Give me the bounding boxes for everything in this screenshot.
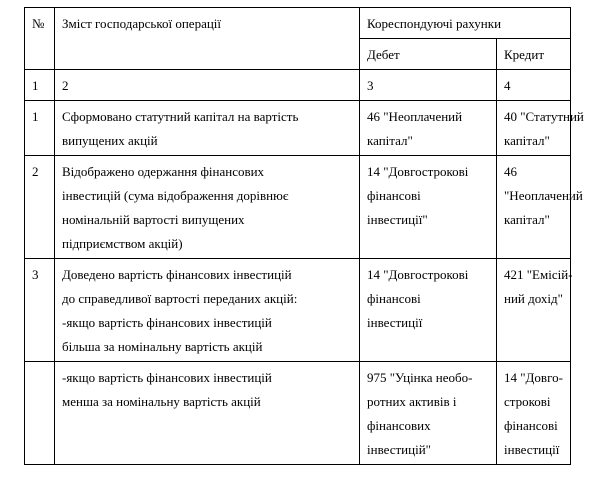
cell-text-line: інвестицій" [367,442,431,457]
column-number-3: 3 [360,70,497,101]
table-body [25,101,584,465]
cell-text-line: 975 "Уцінка необо- [367,370,473,385]
header-number: № [25,8,55,70]
cell-text-line: 40 "Статутний [504,109,584,124]
header-row [25,8,571,39]
cell-text-line: Сформовано статутний капітал на вартість [62,109,299,124]
cell-text-line: фінансові [367,188,421,203]
operations-table [24,7,584,465]
cell-text-line: 14 "Довго- [504,370,563,385]
cell-text-line: номінальній вартості випущених [62,212,245,227]
column-number-2: 2 [55,70,360,101]
cell-text-line: капітал" [504,212,550,227]
header-debit: Дебет [360,39,497,70]
debit-account [360,156,497,259]
cell-text-line: більша за номінальну вартість акцій [62,339,263,354]
cell-text-line: ротних активів і [367,394,457,409]
header-credit: Кредит [497,39,571,70]
cell-text-line: 421 "Емісій- [504,267,573,282]
cell-text-line: "Неоплачений [504,188,583,203]
column-number-1: 1 [25,70,55,101]
cell-text-line: -якщо вартість фінансових інвестицій [62,315,272,330]
cell-text-line: фінансові [504,418,558,433]
credit-account [497,362,571,465]
cell-text-line: 14 "Довгострокові [367,267,469,282]
table-row [25,362,571,465]
cell-text-line: -якщо вартість фінансових інвестицій [62,370,272,385]
cell-text-line: 46 "Неоплачений [367,109,463,124]
operation-content [55,101,360,156]
row-number [25,362,55,465]
credit-account [497,259,571,362]
row-number: 2 [25,156,55,259]
cell-text-line: менша за номінальну вартість акцій [62,394,261,409]
cell-text-line: Відображено одержання фінансових [62,164,265,179]
credit-account [497,156,583,259]
cell-text-line: випущених акцій [62,133,158,148]
operation-content [55,156,360,259]
cell-text-line: інвестиції" [367,212,428,227]
cell-text-line: капітал" [367,133,413,148]
operation-content [55,259,360,362]
table-row [25,101,571,156]
cell-text-line: інвестиції [504,442,560,457]
debit-account [360,259,497,362]
cell-text-line: Доведено вартість фінансових інвестицій [62,267,292,282]
cell-text-line: ний дохід" [504,291,563,306]
cell-text-line: підприємством акцій) [62,236,183,251]
cell-text-line: 46 [504,164,517,179]
operation-content [55,362,360,465]
column-numbering-row [25,70,571,101]
cell-text-line: інвестиції [367,315,423,330]
table-row [25,156,571,259]
debit-account [360,101,497,156]
cell-text-line: строкові [504,394,551,409]
cell-text-line: інвестицій (сума відображення дорівнює [62,188,289,203]
cell-text-line: капітал" [504,133,550,148]
column-number-4: 4 [497,70,571,101]
header-operation-content: Зміст господарської операції [55,8,360,70]
row-number: 3 [25,259,55,362]
row-number: 1 [25,101,55,156]
table-row [25,259,571,362]
cell-text-line: фінансові [367,291,421,306]
credit-account [497,101,584,156]
debit-account [360,362,497,465]
cell-text-line: 14 "Довгострокові [367,164,469,179]
cell-text-line: фінансових [367,418,431,433]
header-corresponding-accounts: Кореспондуючі рахунки [360,8,571,39]
cell-text-line: до справедливої вартості переданих акцій: [62,291,298,306]
